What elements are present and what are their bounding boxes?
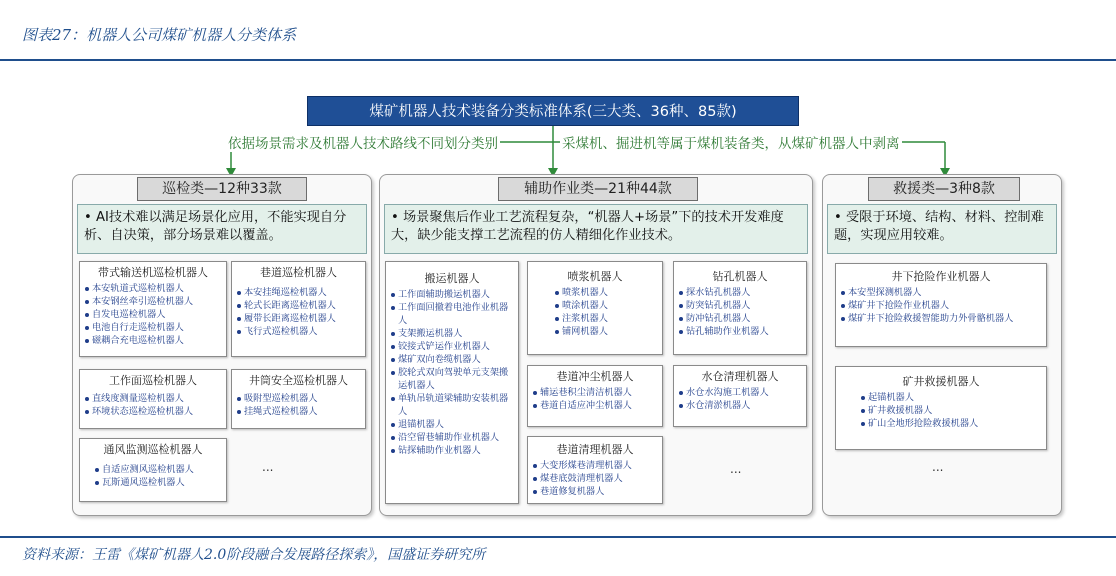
list-item: 本安挂绳巡检机器人 [237, 286, 360, 299]
ventilation-inspection-card [79, 438, 227, 502]
sump-cleaning-robot-card [673, 365, 807, 427]
list-item: 工作面回撤着电池作业机器人 [391, 301, 513, 327]
list-item: 水仓水沟施工机器人 [679, 386, 801, 399]
card-title: 井下抢险作业机器人 [891, 270, 991, 283]
list-item: 本安钢丝牵引巡检机器人 [85, 295, 221, 308]
auxiliary-summary: • 场景聚焦后作业工艺流程复杂，“机器人+场景”下的技术开发难度大，缺少能支撑工艺流程的仿人精细化作业技术。 [384, 204, 808, 254]
rescue-summary: • 受限于环境、结构、材料、控制难题，实现应用较难。 [827, 204, 1057, 254]
list-item: 沿空留巷辅助作业机器人 [391, 431, 513, 444]
card-title: 巷道冲尘机器人 [556, 370, 634, 383]
card-title: 巷道巡检机器人 [260, 266, 337, 279]
card-title: 通风监测巡检机器人 [103, 443, 203, 456]
card-title: 水仓清理机器人 [701, 370, 779, 383]
list-item: 矿山全地形抢险救援机器人 [861, 417, 1041, 430]
card-title: 喷浆机器人 [567, 270, 623, 283]
card-title: 工作面巡检机器人 [109, 374, 197, 387]
rescue-category-title: 救援类—3种8款 [868, 177, 1020, 201]
list-item: 履带长距离巡检机器人 [237, 312, 360, 325]
source-note: 资料来源：王雷《煤矿机器人2.0阶段融合发展路径探索》，国盛证券研究所 [22, 547, 486, 563]
main-title: 煤矿机器人技术装备分类标准体系(三大类、36种、85款) [307, 96, 799, 126]
inspection-category-title: 巡检类—12种33款 [137, 177, 307, 201]
list-item: 煤矿井下抢险救援智能助力外骨骼机器人 [841, 312, 1017, 325]
list-item: 喷浆机器人 [555, 286, 657, 299]
list-item: 环境状态巡检巡检机器人 [85, 405, 221, 418]
list-item: 瓦斯通风巡检机器人 [95, 476, 221, 489]
list-item: 铺网机器人 [555, 325, 657, 338]
list-item: 电池自行走巡检机器人 [85, 321, 221, 334]
underground-rescue-operation-card [835, 263, 1047, 347]
note-right: 采煤机、掘进机等属于煤机装备类，从煤矿机器人中剥离 [560, 132, 902, 152]
list-item: 巷道修复机器人 [533, 485, 657, 498]
list-item: 吸附型巡检机器人 [237, 392, 360, 405]
list-item: 探水钻孔机器人 [679, 286, 801, 299]
list-item: 轮式长距离巡检机器人 [237, 299, 360, 312]
inspection-summary: • AI技术难以满足场景化应用，不能实现自分析、自决策，部分场景难以覆盖。 [77, 204, 367, 254]
shaft-safety-inspection-card [231, 369, 366, 429]
note-left: 依据场景需求及机器人技术路线不同划分类别 [226, 132, 500, 152]
list-item: 煤矿井下抢险作业机器人 [841, 299, 1017, 312]
list-item: 喷涂机器人 [555, 299, 657, 312]
figure-title: 图表27：机器人公司煤矿机器人分类体系 [22, 26, 297, 44]
roadway-inspection-card [231, 261, 366, 357]
list-item: 退锚机器人 [391, 418, 513, 431]
list-item: 钻孔辅助作业机器人 [679, 325, 801, 338]
auxiliary-category-title: 辅助作业类—21种44款 [498, 177, 698, 201]
list-item: 自发电巡检机器人 [85, 308, 221, 321]
belt-conveyor-inspection-card [79, 261, 227, 357]
list-item: 注浆机器人 [555, 312, 657, 325]
list-item: 单轨吊轨道梁辅助安装机器人 [391, 392, 513, 418]
card-title: 巷道清理机器人 [556, 443, 634, 456]
shotcrete-robot-card [527, 261, 663, 355]
transport-robot-card [385, 261, 519, 504]
card-title: 带式输送机巡检机器人 [98, 266, 208, 279]
list-item: 本安轨道式巡检机器人 [85, 282, 221, 295]
list-item: 起锚机器人 [861, 391, 1041, 404]
list-item: 辅运巷积尘清洁机器人 [533, 386, 657, 399]
more-ellipsis: ... [932, 460, 944, 474]
mine-rescue-robot-card [835, 366, 1047, 450]
list-item: 防突钻孔机器人 [679, 299, 801, 312]
list-item: 水仓清淤机器人 [679, 399, 801, 412]
working-face-inspection-card [79, 369, 227, 429]
list-item: 工作面辅助搬运机器人 [391, 288, 513, 301]
list-item: 挂绳式巡检机器人 [237, 405, 360, 418]
list-item: 自适应测风巡检机器人 [95, 463, 221, 476]
list-item: 大变形煤巷清理机器人 [533, 459, 657, 472]
list-item: 巷道自适应冲尘机器人 [533, 399, 657, 412]
list-item: 钻探辅助作业机器人 [391, 444, 513, 457]
list-item: 胶轮式双向驾驶单元支架搬运机器人 [391, 366, 513, 392]
list-item: 煤巷底鼓清理机器人 [533, 472, 657, 485]
list-item: 磁耦合充电巡检机器人 [85, 334, 221, 347]
roadway-cleaning-robot-card [527, 436, 663, 504]
more-ellipsis: ... [730, 462, 742, 476]
list-item: 支架搬运机器人 [391, 327, 513, 340]
list-item: 铰接式铲运作业机器人 [391, 340, 513, 353]
card-title: 矿井救援机器人 [902, 375, 980, 388]
roadway-dust-robot-card [527, 365, 663, 427]
list-item: 煤矿双向卷缆机器人 [391, 353, 513, 366]
list-item: 直线度测量巡检机器人 [85, 392, 221, 405]
bottom-divider [0, 536, 1116, 538]
drilling-robot-card [673, 261, 807, 355]
list-item: 矿井救援机器人 [861, 404, 1041, 417]
card-title: 搬运机器人 [424, 272, 480, 285]
list-item: 防冲钻孔机器人 [679, 312, 801, 325]
card-title: 井筒安全巡检机器人 [249, 374, 348, 387]
list-item: 飞行式巡检机器人 [237, 325, 360, 338]
card-title: 钻孔机器人 [712, 270, 768, 283]
more-ellipsis: ... [262, 460, 274, 474]
list-item: 本安型探测机器人 [841, 286, 1017, 299]
